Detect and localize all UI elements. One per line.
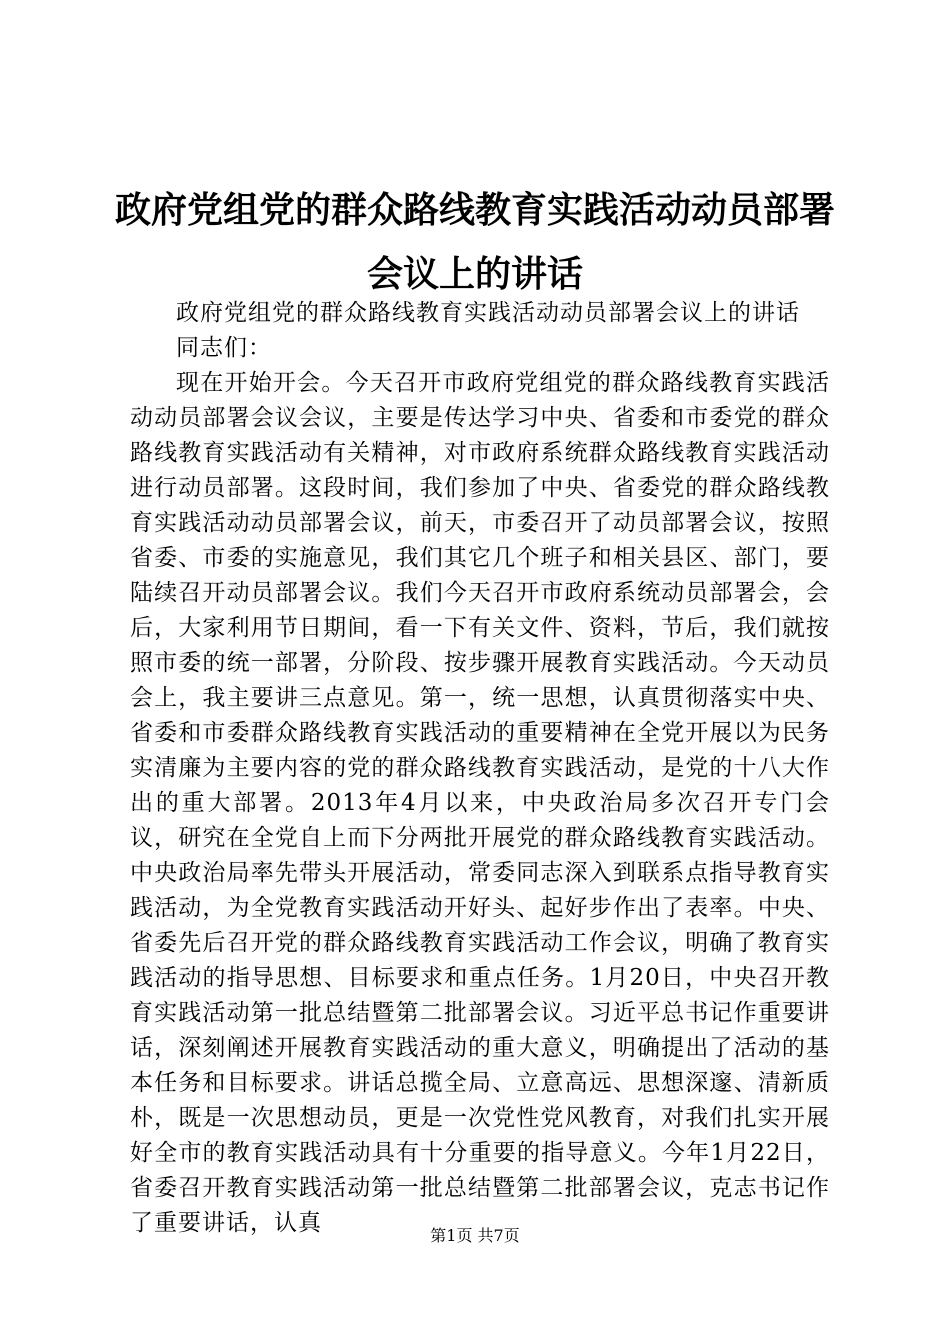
paragraph-salutation: 同志们：: [176, 335, 272, 361]
document-body: [130, 296, 830, 1241]
paragraph-heading-repeat: 政府党组党的群众路线教育实践活动动员部署会议上的讲话: [176, 300, 800, 326]
page-footer: 第1页 共7页: [430, 1226, 520, 1245]
paragraph-main: 现在开始开会。今天召开市政府党组党的群众路线教育实践活动动员部署会议会议，主要是传达学习中央、省委和市委党的群众路线教育实践活动有关精神，对市政府系统群众路线教育实践活动进行动员部署。这段时间，我们参加了中央、省委党的群众路线教育实践活动动员部署会议，前天，市委召开了动员部署会议，按照省委、市委的实施意见，我们其它几个班子和相关县区、部门，要陆续召开动员部署会议。我们今天召开市政府系统动员部署会，会后，大家利用节日期间，看一下有关文件、资料，节后，我们就按照市委的统一部署，分阶段、按步骤开展教育实践活动。今天动员会上，我主要讲三点意见。第一，统一思想，认真贯彻落实中央、省委和市委群众路线教育实践活动的重要精神在全党开展以为民务实清廉为主要内容的党的群众路线教育实践活动，是党的十八大作出的重大部署。2013年4月以来，中央政治局多次召开专门会议，研究在全党自上而下分两批开展党的群众路线教育实践活动。中央政治局率先带头开展活动，常委同志深入到联系点指导教育实践活动，为全党教育实践活动开好头、起好步作出了表率。中央、省委先后召开党的群众路线教育实践活动工作会议，明确了教育实践活动的指导思想、目标要求和重点任务。1月20日，中央召开教育实践活动第一批总结暨第二批部署会议。习近平总书记作重要讲话，深刻阐述开展教育实践活动的重大意义，明确提出了活动的基本任务和目标要求。讲话总揽全局、立意高远、思想深邃、清新质朴，既是一次思想动员，更是一次党性党风教育，对我们扎实开展好全市的教育实践活动具有十分重要的指导意义。今年1月22日，省委召开教育实践活动第一批总结暨第二批部署会议，克志书记作了重要讲话，认真: [130, 370, 830, 1236]
document-title: 政府党组党的群众路线教育实践活动动员部署会议上的讲话: [114, 189, 835, 295]
